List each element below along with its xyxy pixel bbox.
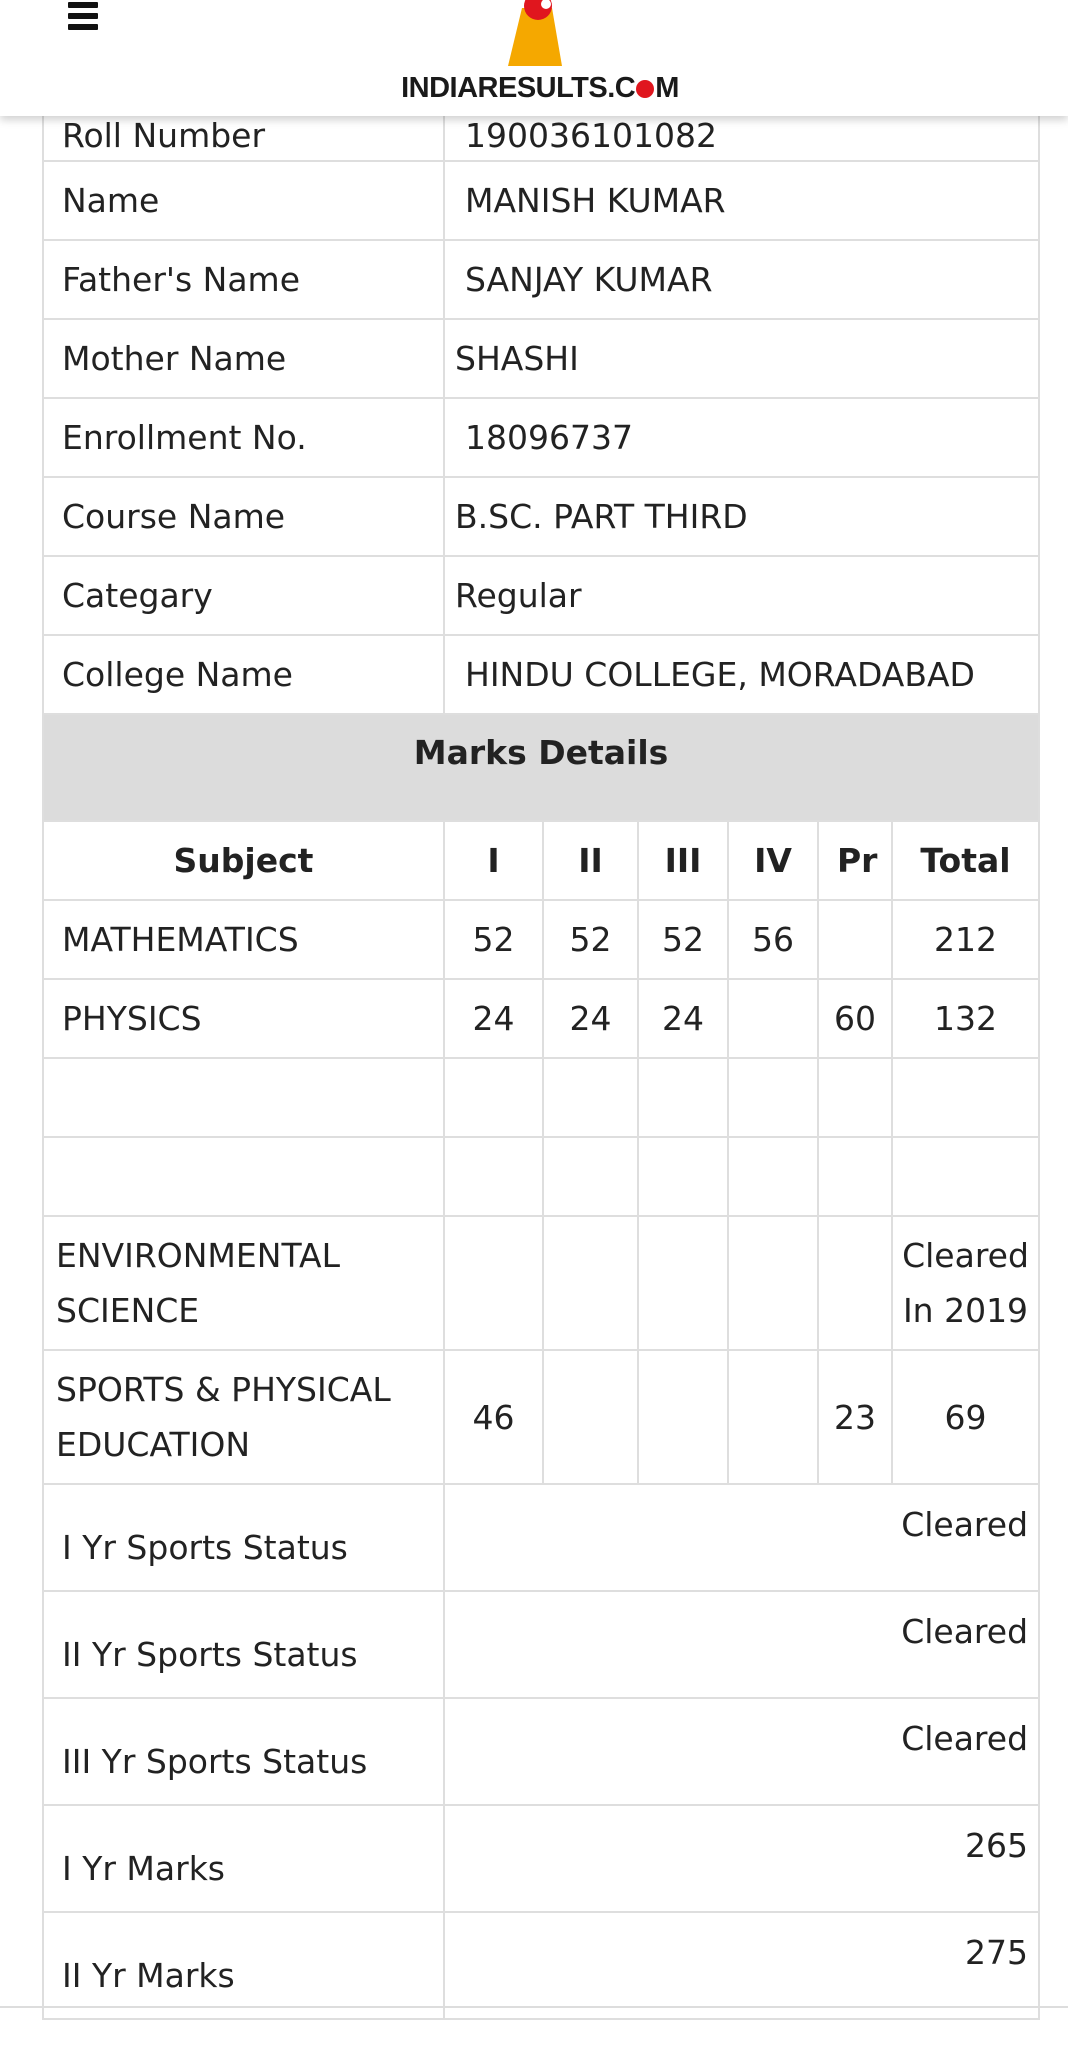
column-header-pr: Pr	[818, 821, 892, 900]
mark-ii: 24	[543, 979, 638, 1058]
subject-name: MATHEMATICS	[43, 900, 444, 979]
info-value: B.SC. PART THIRD	[444, 477, 1039, 556]
status-row-i-yr-sports	[43, 1484, 1039, 1591]
info-label: Course Name	[43, 477, 444, 556]
column-header-iii: III	[638, 821, 728, 900]
mark-pr: 60	[818, 979, 892, 1058]
info-row-mother-name	[43, 319, 1039, 398]
info-label: Father's Name	[43, 240, 444, 319]
empty-cell	[638, 1137, 728, 1216]
info-label: Roll Number	[43, 69, 444, 161]
subject-name: ENVIRONMENTAL SCIENCE	[43, 1216, 444, 1350]
mark-total: 132	[892, 979, 1039, 1058]
status-value: Cleared	[444, 1484, 1039, 1591]
empty-cell	[43, 1058, 444, 1137]
subject-row-physics	[43, 979, 1039, 1058]
empty-cell	[818, 1058, 892, 1137]
column-header-ii: II	[543, 821, 638, 900]
empty-cell	[818, 1137, 892, 1216]
mark-iv: 56	[728, 900, 818, 979]
column-header-subject: Subject	[43, 821, 444, 900]
status-row-iii-yr-sports	[43, 1698, 1039, 1805]
status-value: 265	[444, 1805, 1039, 1912]
mark-iv	[728, 1216, 818, 1350]
mark-ii	[543, 1216, 638, 1350]
subject-row-mathematics	[43, 900, 1039, 979]
site-header	[0, 0, 1068, 116]
column-header-total: Total	[892, 821, 1039, 900]
status-value: Cleared	[444, 1698, 1039, 1805]
mark-iii	[638, 1350, 728, 1484]
empty-cell	[43, 1137, 444, 1216]
mark-pr	[818, 1216, 892, 1350]
info-value: MANISH KUMAR	[444, 161, 1039, 240]
info-value: 18096737	[444, 398, 1039, 477]
info-row-category	[43, 556, 1039, 635]
info-value: 190036101082	[444, 69, 1039, 161]
info-label: Enrollment No.	[43, 398, 444, 477]
empty-cell	[728, 1137, 818, 1216]
mark-ii: 52	[543, 900, 638, 979]
mark-i: 24	[444, 979, 543, 1058]
info-label: College Name	[43, 635, 444, 714]
status-value: Cleared	[444, 1591, 1039, 1698]
status-row-i-yr-marks	[43, 1805, 1039, 1912]
mark-iii: 52	[638, 900, 728, 979]
mark-ii	[543, 1350, 638, 1484]
empty-cell	[892, 1137, 1039, 1216]
mark-iv	[728, 1350, 818, 1484]
info-value: Regular	[444, 556, 1039, 635]
info-row-course	[43, 477, 1039, 556]
info-label: Categary	[43, 556, 444, 635]
hamburger-menu-icon[interactable]	[68, 2, 98, 32]
status-label: I Yr Marks	[43, 1805, 444, 1912]
result-table	[42, 68, 1040, 2020]
subject-row-environmental-science	[43, 1216, 1039, 1350]
empty-cell	[444, 1137, 543, 1216]
logo-text: INDIARESULTS.C M	[401, 72, 679, 104]
empty-cell	[728, 1058, 818, 1137]
info-label: Name	[43, 161, 444, 240]
subject-name: SPORTS & PHYSICAL EDUCATION	[43, 1350, 444, 1484]
info-label: Mother Name	[43, 319, 444, 398]
subject-name: PHYSICS	[43, 979, 444, 1058]
info-value: HINDU COLLEGE, MORADABAD	[444, 635, 1039, 714]
mark-iv	[728, 979, 818, 1058]
status-label: III Yr Sports Status	[43, 1698, 444, 1805]
empty-cell	[543, 1058, 638, 1137]
empty-cell	[638, 1058, 728, 1137]
status-row-ii-yr-sports	[43, 1591, 1039, 1698]
empty-cell	[892, 1058, 1039, 1137]
info-row-father-name	[43, 240, 1039, 319]
status-label: II Yr Sports Status	[43, 1591, 444, 1698]
mark-iii: 24	[638, 979, 728, 1058]
info-row-name	[43, 161, 1039, 240]
status-row-ii-yr-marks	[43, 1912, 1039, 2019]
empty-row	[43, 1137, 1039, 1216]
info-value: SHASHI	[444, 319, 1039, 398]
bottom-divider	[0, 2006, 1068, 2008]
site-logo[interactable]	[390, 0, 690, 112]
status-value: 275	[444, 1912, 1039, 2019]
marks-section-header	[43, 714, 1039, 821]
mark-total: Cleared In 2019	[892, 1216, 1039, 1350]
empty-cell	[543, 1137, 638, 1216]
mark-i	[444, 1216, 543, 1350]
mark-i: 52	[444, 900, 543, 979]
mark-i: 46	[444, 1350, 543, 1484]
subject-row-sports-physical-education	[43, 1350, 1039, 1484]
status-label: I Yr Sports Status	[43, 1484, 444, 1591]
logo-mark-icon	[500, 0, 580, 74]
mark-iii	[638, 1216, 728, 1350]
empty-row	[43, 1058, 1039, 1137]
mark-total: 69	[892, 1350, 1039, 1484]
column-header-iv: IV	[728, 821, 818, 900]
status-label: II Yr Marks	[43, 1912, 444, 2019]
mark-pr	[818, 900, 892, 979]
column-header-i: I	[444, 821, 543, 900]
info-value: SANJAY KUMAR	[444, 240, 1039, 319]
empty-cell	[444, 1058, 543, 1137]
info-row-enrollment	[43, 398, 1039, 477]
logo-dot-icon	[636, 80, 654, 98]
mark-pr: 23	[818, 1350, 892, 1484]
section-title: Marks Details	[43, 714, 1039, 821]
info-row-college	[43, 635, 1039, 714]
mark-total: 212	[892, 900, 1039, 979]
marks-header-row	[43, 821, 1039, 900]
